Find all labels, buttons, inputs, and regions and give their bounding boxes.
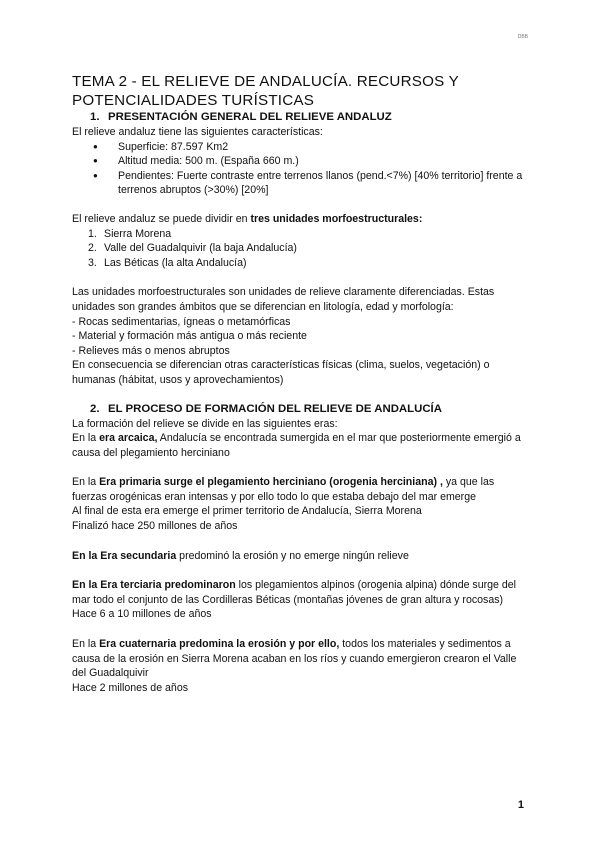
era-primaria [72,475,530,504]
era-primaria-line-3: Finalizó hace 250 millones de años [72,520,238,533]
era-arcaica-pre: En la [72,432,100,445]
era-primaria-pre: En la [72,476,100,489]
list-text: Valle del Guadalquivir (la baja Andalucía) [104,242,297,255]
list-item: ● Superficie: 87.597 Km2 [105,140,530,155]
units-intro [72,212,530,227]
units-intro-text: El relieve andaluz se puede dividir en [72,212,251,225]
section-2-title: EL PROCESO DE FORMACIÓN DEL RELIEVE DE ANDALUCÍA [108,402,442,415]
units-definition: Las unidades morfoestructurales son unidades de relieve claramente diferenciadas. Estas unidades son grandes ámbitos que se diferencian en litología, edad y morfología: [72,286,495,313]
section-1-intro: El relieve andaluz tiene las siguientes características: [72,126,323,138]
era-arcaica-bold: era arcaica, [99,432,158,445]
title-line-1: TEMA 2 - EL RELIEVE DE ANDALUCÍA. RECURSOS Y [72,73,459,90]
era-cuaternaria-line-2: Hace 2 millones de años [72,681,189,694]
era-primaria-bold: Era primaria surge el plegamiento herciniano (orogenia herciniana) , [99,476,443,489]
era-cuaternaria [72,637,530,681]
section-2-intro: La formación del relieve se divide en las siguientes eras: [72,417,338,430]
definition-item: - Relieves más o menos abruptos [72,344,230,357]
era-cuaternaria-text: todos los materiales y sedimentos a causa de la erosión en Sierra Morena acaban en los ríos y cuando emergieron crearon el Valle del Guadalquivir [72,638,517,680]
definition-conclusion: En consecuencia se diferencian otras características físicas (clima, suelos, vegetación) o humanas (hábitat, usos y aprovechamientos) [72,359,490,386]
list-number: 1. [88,227,97,240]
characteristics-list [72,140,530,198]
era-arcaica [72,431,530,460]
era-terciaria-bold: En la Era terciaria predominaron [72,579,236,592]
list-text: Sierra Morena [104,227,172,240]
list-item [88,241,530,256]
era-cuaternaria-bold: Era cuaternaria predomina la erosión y por ello, [99,638,340,651]
list-text: Las Béticas (la alta Andalucía) [104,256,247,269]
era-cuaternaria-pre: En la [72,638,100,651]
era-primaria-text: ya que las fuerzas orogénicas eran intensas y por ello todo lo que estaba debajo del mar emerge [72,476,495,503]
era-terciaria-text: los plegamientos alpinos (orogenia alpina) dónde surge del mar todo el conjunto de las Cordilleras Béticas (montañas jóvenes de gran altura y rocosas) [72,579,517,606]
units-intro-bold: tres unidades morfoestructurales: [250,212,423,225]
list-item [88,227,530,242]
era-secundaria-bold: En la Era secundaria [72,549,177,562]
era-secundaria [72,549,530,564]
title-line-2: POTENCIALIDADES TURÍSTICAS [72,92,315,109]
era-primaria-line-2: Al final de esta era emerge el primer territorio de Andalucía, Sierra Morena [72,505,422,518]
era-terciaria-line-2: Hace 6 a 10 millones de años [72,608,212,621]
section-2-number: 2. [90,402,100,415]
definition-item: - Material y formación más antigua o más reciente [72,330,307,343]
era-arcaica-text: Andalucía se encontrada sumergida en el mar que posteriormente emergió a causa del plegamiento herciniano [72,432,521,459]
era-secundaria-text: predominó la erosión y no emerge ningún relieve [176,549,409,562]
list-number: 3. [88,256,97,269]
units-list [72,227,530,271]
page-content [72,72,530,695]
list-item [88,256,530,271]
document-title [72,72,530,110]
page-number: 1 [517,799,524,811]
corner-mark: DBB [517,34,528,40]
section-1-number: 1. [90,111,100,123]
section-1-title: PRESENTACIÓN GENERAL DEL RELIEVE ANDALUZ [108,111,392,123]
list-number: 2. [88,242,97,255]
section-2-heading [72,402,530,417]
definition-item: - Rocas sedimentarias, ígneas o metamórficas [72,315,291,328]
section-1-heading [72,110,530,125]
era-terciaria [72,578,530,607]
list-item: ● Altitud media: 500 m. (España 660 m.) [105,154,530,169]
list-item: ● Pendientes: Fuerte contraste entre terrenos llanos (pend.<7%) [40% territorio] frente a terrenos abruptos (>30%) [20%] [105,169,530,198]
